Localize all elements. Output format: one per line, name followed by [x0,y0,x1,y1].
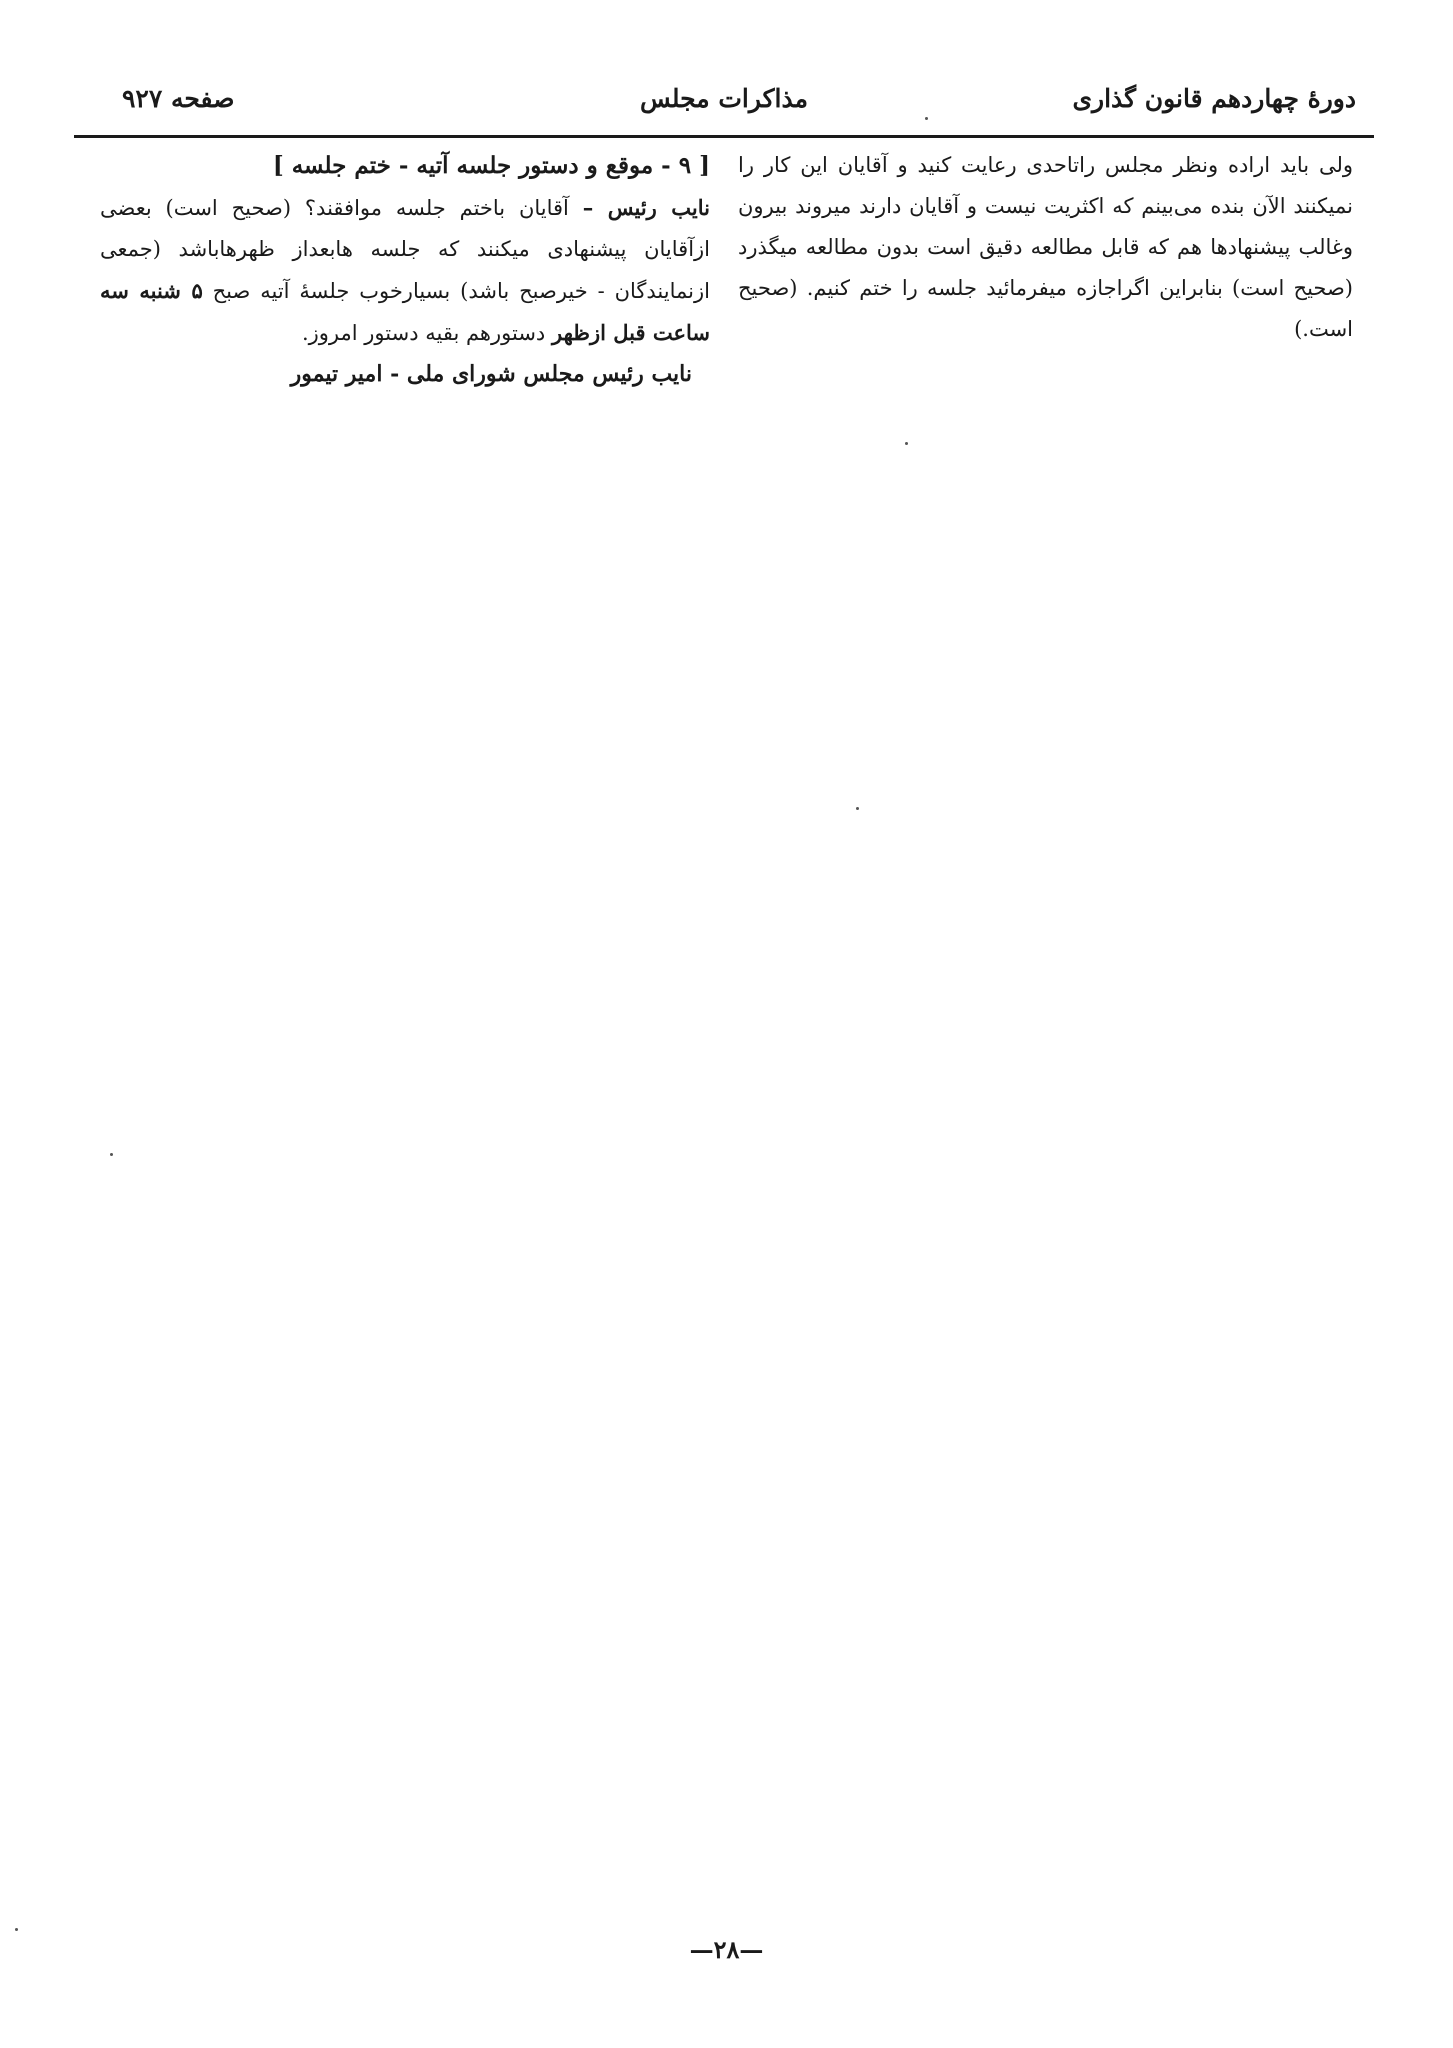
header-publication-title: مذاکرات مجلس [639,84,809,113]
scan-speck [905,442,908,445]
right-column [738,145,1353,350]
session-time-phrase: ۵ شنبه سه ساعت قبل ازظهر [100,278,710,345]
header-session-title: دورهٔ چهاردهم قانون گذاری [1072,84,1356,113]
scan-speck [110,1153,113,1156]
paragraph-text-part-1: آقایان باختم جلسه موافقند؟ (صحیح است) بعضی ازآقایان پیشنهادی میکنند که جلسه هابعداز ظهرهاباشد (جمعی ازنمایندگان - خیرصبح باشد) بسیارخوب جلسهٔ آتیه صبح [100,196,710,303]
header-divider [74,135,1374,138]
right-column-paragraph: ولی باید اراده ونظر مجلس راتاحدی رعایت کنید و آقایان این کار را نمیکنند الآن بنده می‌بینم که اکثریت نیست و آقایان دارند میروند بیرون وغالب پیشنهادها هم که قابل مطالعه دقیق است بدون مطالعه میگذرد (صحیح است) بنابراین اگراجازه میفرمائید جلسه را ختم کنیم. (صحیح است.) [738,153,1353,341]
page-number: —۲۸— [689,1935,764,1964]
left-column [100,145,710,395]
paragraph-text-part-2: دستورهم بقیه دستور امروز. [301,321,546,345]
scan-speck [15,1928,18,1931]
header-page-label: صفحه ۹۲۷ [122,84,235,113]
scan-speck [856,807,859,810]
scan-speck [925,117,928,120]
left-column-paragraph [100,187,710,354]
section-heading: [ ۹ - موقع و دستور جلسه آتیه - ختم جلسه ] [272,152,710,179]
speaker-label: نایب رئیس – [582,195,710,220]
signature-line: نایب رئیس مجلس شورای ملی - امیر تیمور [290,361,692,387]
page-header [74,78,1374,128]
